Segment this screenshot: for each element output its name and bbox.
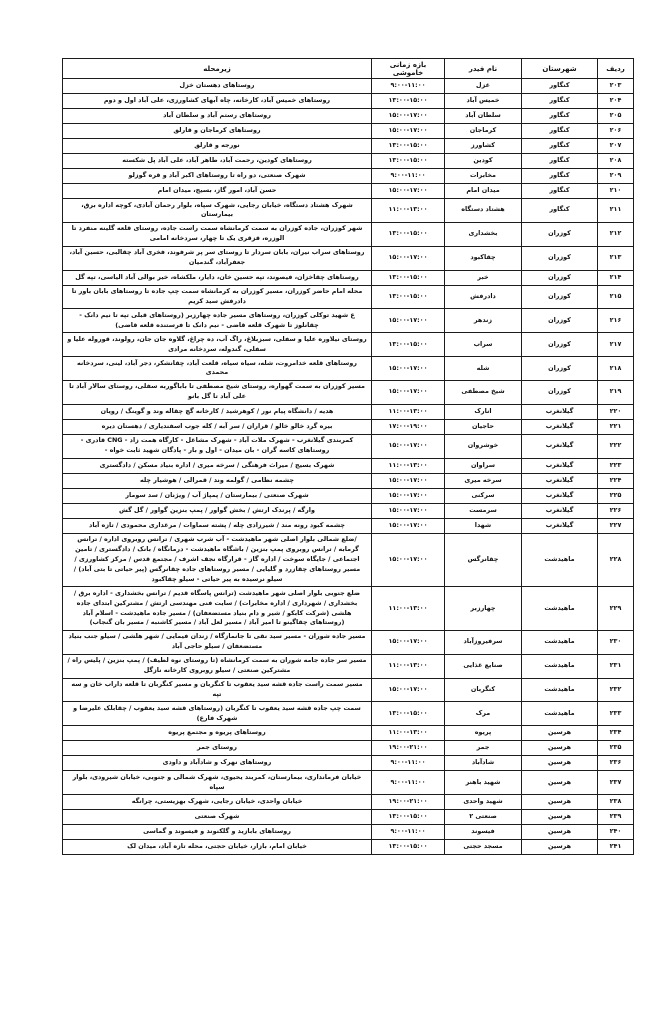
cell-row-number: ۲۳۶ — [598, 756, 634, 771]
table-row — [63, 587, 634, 631]
cell-time: ۱۳:۰۰-۱۵:۰۰ — [372, 154, 445, 169]
cell-area: وارگه / پرندک ارتش / بخش گواور / پمپ بنزین گواور / گل گش — [63, 503, 372, 518]
cell-time: ۱۳:۰۰-۱۵:۰۰ — [372, 222, 445, 246]
cell-area: روستاهای کرماجان و قارلق — [63, 124, 372, 139]
cell-time: ۱۵:۰۰-۱۷:۰۰ — [372, 473, 445, 488]
cell-row-number: ۲۲۸ — [598, 533, 634, 587]
cell-feeder: سرخه میری — [445, 473, 522, 488]
table-row — [63, 678, 634, 702]
cell-area: خیابان فرمانداری، بیمارستان، کمربند یحیوی، شهرک شمالی و جنوبی، خیابان شیرودی، بلوار سپاه — [63, 771, 372, 795]
cell-area: روستاهای سراب نیران، بابان سردار تا روستای سر پر شرفوند، فخری آباد چقالبی، حسین آباد، جعفرآباد، گندمیان — [63, 246, 372, 270]
cell-time: ۱۵:۰۰-۱۷:۰۰ — [372, 380, 445, 404]
cell-row-number: ۲۲۵ — [598, 488, 634, 503]
cell-feeder: میدان امام — [445, 184, 522, 199]
cell-feeder: کشاورز — [445, 139, 522, 154]
table-row — [63, 654, 634, 678]
cell-feeder: شهید باهنر — [445, 771, 522, 795]
cell-county: کوزران — [522, 357, 598, 381]
cell-county: کوزران — [522, 246, 598, 270]
cell-area: روستاهای رستم آباد و سلطان آباد — [63, 109, 372, 124]
cell-row-number: ۲۰۳ — [598, 79, 634, 94]
cell-county: گیلانغرب — [522, 419, 598, 434]
cell-county: گیلانغرب — [522, 473, 598, 488]
cell-county: هرسین — [522, 795, 598, 810]
cell-county: کنگاور — [522, 199, 598, 223]
cell-feeder: انارک — [445, 404, 522, 419]
cell-feeder: مخابرات — [445, 169, 522, 184]
col-header-feeder: نام فیدر — [445, 59, 522, 79]
cell-area: روستای جمر — [63, 741, 372, 756]
cell-county: کنگاور — [522, 94, 598, 109]
cell-area: ع شهید توکلی کوزران، روستاهای مسیر جاده چهارزبر (روستاهای قبلی تپه تا نیم دانک - چقانلوز تا شهرک قلعه قاضی - نیم دانک تا فرستنده قلعه قاضی) — [63, 309, 372, 333]
cell-row-number: ۲۱۵ — [598, 285, 634, 309]
cell-row-number: ۲۳۳ — [598, 702, 634, 726]
cell-time: ۱۵:۰۰-۱۷:۰۰ — [372, 678, 445, 702]
header-row — [63, 59, 634, 79]
cell-county: هرسین — [522, 825, 598, 840]
cell-time: ۱۱:۰۰-۱۳:۰۰ — [372, 654, 445, 678]
cell-row-number: ۲۱۸ — [598, 357, 634, 381]
cell-feeder: کودین — [445, 154, 522, 169]
cell-area: مسیر کوزران به سمت گهواره، روستای شیخ مصطفی تا باباگوربه سفلی، روستای سالار آباد تا علی آباد تا گل بانو — [63, 380, 372, 404]
cell-row-number: ۲۳۲ — [598, 678, 634, 702]
cell-county: گیلانغرب — [522, 458, 598, 473]
col-header-row-number: ردیف — [598, 59, 634, 79]
cell-county: کنگاور — [522, 79, 598, 94]
cell-feeder: خبر — [445, 270, 522, 285]
cell-feeder: خوشروان — [445, 434, 522, 458]
cell-feeder: بخشداری — [445, 222, 522, 246]
cell-area: کمربندی گیلانغرب - شهرک ملات آباد - شهرک مشاغل - کارگاه همت زاد - CNG قادری - روستاهای کاسه گران - بان میدان - اول و بار - پادگان شهید ثابت خواه - — [63, 434, 372, 458]
cell-row-number: ۲۳۹ — [598, 810, 634, 825]
cell-row-number: ۲۳۰ — [598, 630, 634, 654]
cell-area: مسیر سر جاده جامه شوران به سمت کرمانشاه (تا روستای نوه لطیف) / پمپ بنزین / پلیس راه / مشترکین صنعتی / سیلو روبروی کارخانه نازگل — [63, 654, 372, 678]
cell-county: هرسین — [522, 810, 598, 825]
cell-area: روستاهای قلعه خدامروت، شله، سیاه سیاه، قلعت آباد، چقانشکر، دجر آباد، لینی، سردخانه محمدی — [63, 357, 372, 381]
cell-county: گیلانغرب — [522, 518, 598, 533]
table-row — [63, 79, 634, 94]
cell-row-number: ۲۱۴ — [598, 270, 634, 285]
cell-feeder: شله — [445, 357, 522, 381]
cell-row-number: ۲۲۱ — [598, 419, 634, 434]
cell-time: ۱۳:۰۰-۱۵:۰۰ — [372, 810, 445, 825]
cell-time: ۱۳:۰۰-۱۵:۰۰ — [372, 333, 445, 357]
cell-time: ۱۱:۰۰-۱۳:۰۰ — [372, 199, 445, 223]
table-row — [63, 199, 634, 223]
cell-area: شهرک بسیج / میراث فرهنگی / سرخه میری / اداره بنیاد مسکن / دادگستری — [63, 458, 372, 473]
cell-time: ۱۵:۰۰-۱۷:۰۰ — [372, 518, 445, 533]
cell-feeder: مرک — [445, 702, 522, 726]
cell-area: شهرک صنعتی — [63, 810, 372, 825]
cell-feeder: غزل — [445, 79, 522, 94]
cell-time: ۱۵:۰۰-۱۷:۰۰ — [372, 488, 445, 503]
cell-time: ۱۳:۰۰-۱۵:۰۰ — [372, 285, 445, 309]
table-row — [63, 124, 634, 139]
cell-feeder: هشتاد دستگاه — [445, 199, 522, 223]
cell-area: روستاهای پریوه و مجتمع پریوه — [63, 726, 372, 741]
col-header-outage-time: بازه زمانی خاموشی — [372, 59, 445, 79]
cell-county: کوزران — [522, 333, 598, 357]
cell-county: گیلانغرب — [522, 503, 598, 518]
table-row — [63, 222, 634, 246]
cell-time: ۱۵:۰۰-۱۷:۰۰ — [372, 434, 445, 458]
cell-county: کوزران — [522, 270, 598, 285]
table-row — [63, 533, 634, 587]
cell-county: کوزران — [522, 380, 598, 404]
cell-area: خیابان واحدی، خیابان رجایی، شهرک بهزیستی، چرانگه — [63, 795, 372, 810]
table-row — [63, 139, 634, 154]
cell-time: ۹:۰۰-۱۱:۰۰ — [372, 169, 445, 184]
cell-row-number: ۲۲۴ — [598, 473, 634, 488]
cell-time: ۱۵:۰۰-۱۷:۰۰ — [372, 184, 445, 199]
cell-feeder: شهدا — [445, 518, 522, 533]
cell-time: ۹:۰۰-۱۱:۰۰ — [372, 79, 445, 94]
table-row — [63, 434, 634, 458]
cell-county: ماهیدشت — [522, 678, 598, 702]
cell-row-number: ۲۴۱ — [598, 840, 634, 855]
cell-area: روستاهای دهستان خزل — [63, 79, 372, 94]
cell-row-number: ۲۱۰ — [598, 184, 634, 199]
cell-time: ۱۳:۰۰-۱۵:۰۰ — [372, 702, 445, 726]
cell-row-number: ۲۱۲ — [598, 222, 634, 246]
cell-area: مسیر سمت راست جاده قشه سید یعقوب تا کنگربان و مسیر کنگربان تا قلعه داراب خان و سه تپه — [63, 678, 372, 702]
table-row — [63, 169, 634, 184]
cell-area: شهرک هشتاد دستگاه، خیابان رجایی، شهرک سپاه، بلوار رحمان آبادی، کوچه اداره برق، بیمارستان — [63, 199, 372, 223]
cell-row-number: ۲۰۵ — [598, 109, 634, 124]
table-body — [63, 79, 634, 855]
cell-row-number: ۲۴۰ — [598, 825, 634, 840]
table-row — [63, 404, 634, 419]
cell-time: ۱۵:۰۰-۱۷:۰۰ — [372, 630, 445, 654]
cell-row-number: ۲۳۵ — [598, 741, 634, 756]
cell-feeder: زندهر — [445, 309, 522, 333]
cell-county: هرسین — [522, 756, 598, 771]
cell-time: ۱۹:۰۰-۲۱:۰۰ — [372, 741, 445, 756]
cell-feeder: صنعتی ۲ — [445, 810, 522, 825]
cell-county: کنگاور — [522, 124, 598, 139]
table-row — [63, 630, 634, 654]
cell-area: شهرک صنعتی، دو راه تا روستاهای اکبر آباد و قره گوزلو — [63, 169, 372, 184]
cell-time: ۱۵:۰۰-۱۷:۰۰ — [372, 109, 445, 124]
cell-time: ۹:۰۰-۱۱:۰۰ — [372, 771, 445, 795]
cell-feeder: چقاکبود — [445, 246, 522, 270]
cell-feeder: خمیس آباد — [445, 94, 522, 109]
table-row — [63, 795, 634, 810]
cell-row-number: ۲۱۹ — [598, 380, 634, 404]
cell-row-number: ۲۲۹ — [598, 587, 634, 631]
cell-county: کوزران — [522, 222, 598, 246]
cell-feeder: شیخ مصطفی — [445, 380, 522, 404]
cell-county: ماهیدشت — [522, 587, 598, 631]
cell-time: ۱۵:۰۰-۱۷:۰۰ — [372, 124, 445, 139]
cell-county: کوزران — [522, 309, 598, 333]
table-row — [63, 503, 634, 518]
cell-county: کنگاور — [522, 184, 598, 199]
cell-county: گیلانغرب — [522, 404, 598, 419]
cell-feeder: سراوان — [445, 458, 522, 473]
cell-feeder: سرمست — [445, 503, 522, 518]
cell-feeder: چقانرگس — [445, 533, 522, 587]
table-row — [63, 825, 634, 840]
table-row — [63, 285, 634, 309]
table-row — [63, 771, 634, 795]
cell-area: روستاهای بابازید و گلکنوند و فیسوند و گماسی — [63, 825, 372, 840]
cell-feeder: سلطان آباد — [445, 109, 522, 124]
table-row — [63, 840, 634, 855]
cell-row-number: ۲۰۹ — [598, 169, 634, 184]
cell-time: ۱۱:۰۰-۱۳:۰۰ — [372, 458, 445, 473]
cell-time: ۱۵:۰۰-۱۷:۰۰ — [372, 533, 445, 587]
cell-row-number: ۲۰۴ — [598, 94, 634, 109]
cell-county: گیلانغرب — [522, 434, 598, 458]
cell-feeder: صنایع غذایی — [445, 654, 522, 678]
cell-feeder: شادآباد — [445, 756, 522, 771]
cell-row-number: ۲۳۴ — [598, 726, 634, 741]
cell-area: روستاهای کودین، رحمت آباد، طاهر آباد، علی آباد پل شکسته — [63, 154, 372, 169]
col-header-county: شهرستان — [522, 59, 598, 79]
cell-area: نورجه و قارلق — [63, 139, 372, 154]
cell-county: ماهیدشت — [522, 702, 598, 726]
cell-row-number: ۲۲۰ — [598, 404, 634, 419]
cell-feeder: مسجد حجتی — [445, 840, 522, 855]
outage-schedule-table — [62, 58, 634, 855]
table-row — [63, 309, 634, 333]
cell-time: ۱۵:۰۰-۱۷:۰۰ — [372, 503, 445, 518]
cell-county: هرسین — [522, 771, 598, 795]
table-row — [63, 726, 634, 741]
cell-area: محله امام حاضر کوزران، مسیر کوزران به کرمانشاه سمت چپ جاده تا روستاهای بابان باور تا دادرفش سید کریم — [63, 285, 372, 309]
cell-row-number: ۲۳۱ — [598, 654, 634, 678]
cell-county: کنگاور — [522, 139, 598, 154]
cell-feeder: فیسوند — [445, 825, 522, 840]
cell-county: گیلانغرب — [522, 488, 598, 503]
table-row — [63, 702, 634, 726]
table-row — [63, 518, 634, 533]
table-row — [63, 756, 634, 771]
cell-feeder: کرماجان — [445, 124, 522, 139]
cell-row-number: ۲۳۷ — [598, 771, 634, 795]
cell-feeder: جمر — [445, 741, 522, 756]
cell-time: ۹:۰۰-۱۱:۰۰ — [372, 756, 445, 771]
cell-row-number: ۲۰۷ — [598, 139, 634, 154]
cell-county: کنگاور — [522, 154, 598, 169]
cell-area: شهر کوزران، جاده کوزران به سمت کرمانشاه سمت راست جاده، روستای قلعه گلینه منفرد تا الوزره، قزقری یک تا چهار، سردخانه امامی — [63, 222, 372, 246]
cell-area: روستاهای نهرک و شادآباد و داودی — [63, 756, 372, 771]
table-row — [63, 154, 634, 169]
cell-time: ۱۳:۰۰-۱۵:۰۰ — [372, 94, 445, 109]
table-row — [63, 458, 634, 473]
cell-area: هدیه / دانشگاه پیام نور / کوهرشید / کارخانه گچ چقاله وند و گوینگ / رویان — [63, 404, 372, 419]
cell-area: خیابان امام، بازار، خیابان حجتی، محله تازه آباد، میدان لک — [63, 840, 372, 855]
cell-time: ۱۱:۰۰-۱۳:۰۰ — [372, 726, 445, 741]
cell-feeder: کنگربان — [445, 678, 522, 702]
cell-county: ماهیدشت — [522, 630, 598, 654]
table-row — [63, 741, 634, 756]
cell-county: کوزران — [522, 285, 598, 309]
cell-row-number: ۲۳۸ — [598, 795, 634, 810]
cell-area: /ضلع شمالی بلوار اصلی شهر ماهیدشت - آب شرب شهری / ترانس روبروی اداره / ترانس گرمابه / ترانس روبروی پمپ بنزین / باشگاه ماهیدشت - درمانگاه / بانک / دادگستری / تامین اجتماعی / جایگاه سوخت / اداره گاز - قرارگاه نجف اشرف / مجتمع قدس / مرکز کشاورزی / مسیر روستاهای چقازرد و گلیایی / مسیر روستاهای جاده چقانرگس (پیر حیاتی تا بتی آباد) / سیلو نرسیده به پیر حیاتی - سیلو چقاکبود — [63, 533, 372, 587]
cell-time: ۱۹:۰۰-۲۱:۰۰ — [372, 795, 445, 810]
cell-area: سمت چپ جاده قشه سید یعقوب تا کنگربان (روستاهای قشه سید یعقوب / چقابلک علیرضا و شهرک فارع) — [63, 702, 372, 726]
table-row — [63, 419, 634, 434]
cell-time: ۱۳:۰۰-۱۵:۰۰ — [372, 139, 445, 154]
cell-area: شهرک صنعتی / بیمارستان / پمپاژ آب / ویژنان / سد سومار — [63, 488, 372, 503]
cell-county: هرسین — [522, 840, 598, 855]
cell-area: حسن آباد، امور گاز، بسیج، میدان امام — [63, 184, 372, 199]
cell-time: ۱۵:۰۰-۱۷:۰۰ — [372, 309, 445, 333]
cell-county: هرسین — [522, 741, 598, 756]
cell-row-number: ۲۲۷ — [598, 518, 634, 533]
cell-row-number: ۲۱۱ — [598, 199, 634, 223]
cell-row-number: ۲۱۷ — [598, 333, 634, 357]
cell-county: هرسین — [522, 726, 598, 741]
cell-time: ۱۵:۰۰-۱۷:۰۰ — [372, 246, 445, 270]
cell-feeder: پریوه — [445, 726, 522, 741]
cell-time: ۱۳:۰۰-۱۵:۰۰ — [372, 270, 445, 285]
table-row — [63, 246, 634, 270]
cell-feeder: چهارزبر — [445, 587, 522, 631]
cell-row-number: ۲۲۶ — [598, 503, 634, 518]
table-row — [63, 488, 634, 503]
cell-area: ضلع جنوبی بلوار اصلی شهر ماهیدشت (ترانس پاسگاه قدیم / ترانس بخشداری - اداره برق / بخشداری / شهرداری / اداره مخابرات) / سایت فنی مهندسی ارتش / مشترکین ابتدای جاده هلشی (شرکت کابکو / شیر و دام بنیاد مستضعفان) / مسیر جاده ماهیدشت - اسلام آباد (روستاهای چقاگینو تا امیر آباد / مسیر لعل آباد / مسیر کاشنبه / مسیر بان گنجاب) — [63, 587, 372, 631]
cell-feeder: سرفیروزآباد — [445, 630, 522, 654]
cell-area: روستای نیلاوره علیا و سفلی، سبزبلاغ، راگ آب، ده چراغ، گلاوه جان جان، رولوند، قوروله علیا و سفلی، گندوله، سردخانه مرادی — [63, 333, 372, 357]
cell-area: بیره گرد خالو خالو / قراران / سر آبه / کله جوب اسفندیاری / دهستان دیره — [63, 419, 372, 434]
cell-time: ۱۵:۰۰-۱۷:۰۰ — [372, 357, 445, 381]
cell-row-number: ۲۱۶ — [598, 309, 634, 333]
table-row — [63, 810, 634, 825]
cell-feeder: شهید واحدی — [445, 795, 522, 810]
table-row — [63, 333, 634, 357]
table-row — [63, 109, 634, 124]
cell-county: کنگاور — [522, 109, 598, 124]
table-row — [63, 270, 634, 285]
cell-time: ۱۱:۰۰-۱۳:۰۰ — [372, 587, 445, 631]
table-row — [63, 357, 634, 381]
col-header-sub-area: زیرمحله — [63, 59, 372, 79]
cell-row-number: ۲۰۸ — [598, 154, 634, 169]
cell-area: روستاهای چقاخزان، فیصوند، تپه حسین خان، دایار، ملکشاه، خیر بوالی آباد الیاسی، تپه گل — [63, 270, 372, 285]
table-row — [63, 380, 634, 404]
cell-area: چشمه نظامی / گولمه وند / قمرالی / هوشیار چله — [63, 473, 372, 488]
cell-time: ۱۷:۰۰-۱۹:۰۰ — [372, 419, 445, 434]
cell-county: ماهیدشت — [522, 533, 598, 587]
table-row — [63, 184, 634, 199]
cell-feeder: دادرفش — [445, 285, 522, 309]
cell-feeder: سراب — [445, 333, 522, 357]
cell-feeder: حاجیان — [445, 419, 522, 434]
cell-feeder: سرکنی — [445, 488, 522, 503]
cell-area: روستاهای خمیس آباد، کارخانه، چاه آبهای کشاورزی، علی آباد اول و دوم — [63, 94, 372, 109]
cell-time: ۱۳:۰۰-۱۵:۰۰ — [372, 840, 445, 855]
cell-row-number: ۲۰۶ — [598, 124, 634, 139]
cell-row-number: ۲۱۳ — [598, 246, 634, 270]
cell-time: ۹:۰۰-۱۱:۰۰ — [372, 825, 445, 840]
cell-row-number: ۲۲۲ — [598, 434, 634, 458]
table-row — [63, 94, 634, 109]
cell-area: چشمه کبود رونه مند / شیرزادی چله / پشته سماوات / مرغداری محمودی / تازه آباد — [63, 518, 372, 533]
cell-county: کنگاور — [522, 169, 598, 184]
table-row — [63, 473, 634, 488]
cell-county: ماهیدشت — [522, 654, 598, 678]
cell-row-number: ۲۲۳ — [598, 458, 634, 473]
cell-area: مسیر جاده شوران - مسیر سید نقی تا جانمازگاه / زندان فیمایی / شهر هلشی / سیلو جنب بنیاد مستضعفان / سیلو حاجی آباد — [63, 630, 372, 654]
cell-time: ۱۱:۰۰-۱۳:۰۰ — [372, 404, 445, 419]
